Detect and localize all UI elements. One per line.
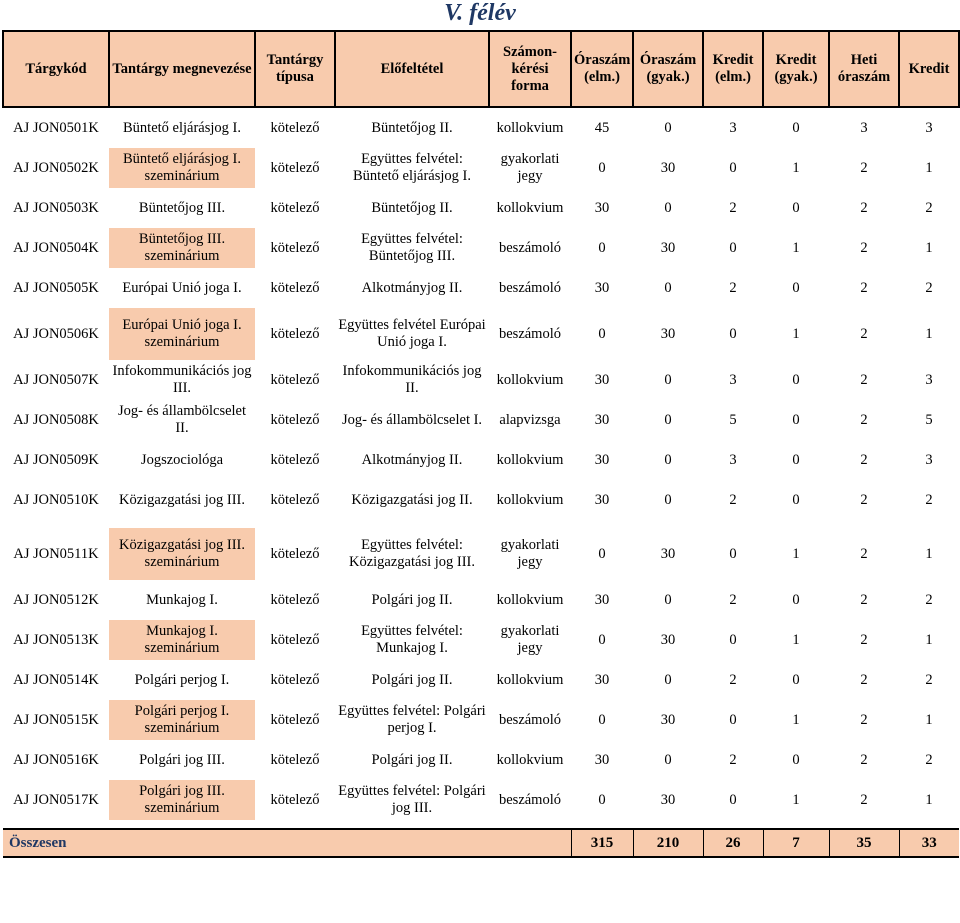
cell-k-elm: 3 — [729, 371, 737, 388]
cell-prereq: Alkotmányjog II. — [361, 279, 463, 296]
cell-k-gyak: 0 — [792, 411, 800, 428]
cell-prereq: Infokommunikációs jog II. — [342, 363, 482, 396]
cell-k-elm: 3 — [729, 119, 737, 136]
cell-h-gyak: 30 — [660, 791, 676, 808]
cell-code: AJ JON0502K — [13, 159, 99, 176]
cell-weekly: 2 — [860, 371, 868, 388]
table-row — [3, 780, 959, 820]
row-spacer — [3, 692, 959, 700]
cell-h-elm: 30 — [594, 451, 610, 468]
cell-code: AJ JON0507K — [13, 371, 99, 388]
cell-credit: 1 — [925, 239, 933, 256]
cell-code: AJ JON0514K — [13, 671, 99, 688]
cell-h-elm: 0 — [598, 631, 606, 648]
cell-h-gyak: 30 — [660, 159, 676, 176]
cell-h-gyak: 0 — [664, 451, 672, 468]
cell-h-elm: 30 — [594, 671, 610, 688]
cell-weekly: 2 — [860, 631, 868, 648]
cell-type: kötelező — [270, 159, 320, 176]
cell-type: kötelező — [270, 591, 320, 608]
cell-prereq: Együttes felvétel: Büntető eljárásjog I. — [353, 151, 471, 184]
cell-type: kötelező — [270, 451, 320, 468]
row-spacer — [3, 740, 959, 748]
cell-type: kötelező — [270, 791, 320, 808]
header-cell: Előfeltétel — [335, 31, 489, 107]
header-cell: Óraszám (gyak.) — [633, 31, 703, 107]
cell-weekly: 2 — [860, 239, 868, 256]
table-row — [3, 668, 959, 692]
cell-name: Jog- és állambölcselet II. — [117, 403, 247, 436]
cell-k-gyak: 1 — [792, 325, 800, 342]
cell-code: AJ JON0505K — [13, 279, 99, 296]
cell-k-gyak: 1 — [792, 791, 800, 808]
cell-k-elm: 3 — [729, 451, 737, 468]
cell-credit: 2 — [925, 199, 933, 216]
cell-h-gyak: 30 — [660, 545, 676, 562]
cell-type: kötelező — [270, 371, 320, 388]
cell-prereq: Együttes felvétel: Büntetőjog III. — [361, 231, 463, 264]
row-spacer — [3, 440, 959, 448]
cell-h-elm: 30 — [594, 751, 610, 768]
total-k-gyak: 7 — [763, 829, 829, 857]
cell-code: AJ JON0504K — [13, 239, 99, 256]
cell-name: Polgári jog III. — [139, 751, 225, 768]
cell-weekly: 2 — [860, 279, 868, 296]
row-spacer — [3, 220, 959, 228]
cell-name: Közigazgatási jog III. szeminárium — [109, 528, 255, 580]
table-row — [3, 748, 959, 772]
cell-weekly: 2 — [860, 591, 868, 608]
cell-type: kötelező — [270, 491, 320, 508]
cell-k-gyak: 0 — [792, 591, 800, 608]
cell-k-gyak: 0 — [792, 119, 800, 136]
cell-k-elm: 2 — [729, 591, 737, 608]
cell-exam: kollokvium — [496, 671, 564, 688]
cell-credit: 3 — [925, 451, 933, 468]
cell-prereq: Polgári jog II. — [371, 751, 453, 768]
row-spacer — [3, 660, 959, 668]
table-row — [3, 620, 959, 660]
cell-name: Büntető eljárásjog I. szeminárium — [109, 148, 255, 188]
header-cell: Számon-kérési forma — [489, 31, 571, 107]
cell-type: kötelező — [270, 119, 320, 136]
cell-h-gyak: 0 — [664, 491, 672, 508]
cell-exam: beszámoló — [498, 279, 561, 296]
cell-weekly: 2 — [860, 411, 868, 428]
total-weekly: 35 — [829, 829, 899, 857]
cell-k-gyak: 0 — [792, 491, 800, 508]
cell-prereq: Együttes felvétel: Polgári perjog I. — [338, 703, 486, 736]
cell-k-elm: 0 — [729, 711, 737, 728]
table-row — [3, 588, 959, 612]
cell-type: kötelező — [270, 239, 320, 256]
cell-exam: kollokvium — [496, 119, 564, 136]
cell-name: Munkajog I. — [146, 591, 218, 608]
cell-credit: 1 — [925, 545, 933, 562]
table-row — [3, 116, 959, 140]
cell-prereq: Büntetőjog II. — [371, 119, 453, 136]
row-spacer — [3, 107, 959, 116]
page-title: V. félév — [444, 0, 516, 26]
table-row — [3, 228, 959, 268]
table-row — [3, 276, 959, 300]
cell-h-elm: 30 — [594, 371, 610, 388]
total-row — [3, 829, 959, 857]
cell-type: kötelező — [270, 631, 320, 648]
cell-name: Polgári perjog I. — [134, 671, 230, 688]
table-row — [3, 360, 959, 400]
cell-type: kötelező — [270, 325, 320, 342]
cell-exam: kollokvium — [496, 751, 564, 768]
cell-h-elm: 30 — [594, 279, 610, 296]
row-spacer — [3, 520, 959, 528]
cell-weekly: 2 — [860, 751, 868, 768]
cell-h-elm: 30 — [594, 199, 610, 216]
cell-weekly: 2 — [860, 545, 868, 562]
cell-prereq: Közigazgatási jog II. — [351, 491, 473, 508]
table-row — [3, 700, 959, 740]
cell-h-elm: 30 — [594, 591, 610, 608]
row-spacer — [3, 300, 959, 308]
cell-prereq: Együttes felvétel: Polgári jog III. — [338, 783, 486, 816]
cell-k-gyak: 1 — [792, 159, 800, 176]
cell-k-gyak: 0 — [792, 371, 800, 388]
table-row — [3, 148, 959, 188]
cell-name: Infokommunikációs jog III. — [112, 363, 252, 396]
cell-k-elm: 2 — [729, 491, 737, 508]
row-spacer — [3, 820, 959, 829]
cell-h-elm: 30 — [594, 491, 610, 508]
cell-k-gyak: 0 — [792, 279, 800, 296]
header-cell: Tantárgy típusa — [255, 31, 335, 107]
cell-type: kötelező — [270, 711, 320, 728]
cell-credit: 2 — [925, 751, 933, 768]
cell-k-elm: 0 — [729, 791, 737, 808]
cell-weekly: 2 — [860, 325, 868, 342]
cell-k-elm: 5 — [729, 411, 737, 428]
cell-code: AJ JON0517K — [13, 791, 99, 808]
cell-credit: 5 — [925, 411, 933, 428]
cell-h-elm: 0 — [598, 791, 606, 808]
cell-name: Munkajog I. szeminárium — [109, 620, 255, 660]
table-row — [3, 400, 959, 440]
cell-prereq: Polgári jog II. — [371, 591, 453, 608]
table-row — [3, 448, 959, 472]
cell-k-gyak: 1 — [792, 545, 800, 562]
cell-weekly: 2 — [860, 451, 868, 468]
cell-exam: gyakorlati jegy — [500, 623, 560, 656]
cell-exam: gyakorlati jegy — [500, 537, 560, 570]
table-row — [3, 196, 959, 220]
cell-h-gyak: 0 — [664, 119, 672, 136]
cell-exam: beszámoló — [498, 711, 561, 728]
header-cell: Kredit — [899, 31, 959, 107]
cell-h-elm: 30 — [594, 411, 610, 428]
row-spacer — [3, 188, 959, 196]
cell-prereq: Együttes felvétel: Munkajog I. — [361, 623, 463, 656]
cell-k-elm: 2 — [729, 199, 737, 216]
cell-credit: 2 — [925, 671, 933, 688]
cell-credit: 2 — [925, 591, 933, 608]
cell-exam: beszámoló — [498, 791, 561, 808]
row-spacer — [3, 612, 959, 620]
cell-h-elm: 0 — [598, 711, 606, 728]
cell-weekly: 2 — [860, 671, 868, 688]
cell-h-gyak: 30 — [660, 711, 676, 728]
total-h-gyak: 210 — [633, 829, 703, 857]
row-spacer — [3, 772, 959, 780]
cell-k-elm: 0 — [729, 325, 737, 342]
header-cell: Kredit (elm.) — [703, 31, 763, 107]
cell-h-elm: 0 — [598, 325, 606, 342]
cell-name: Európai Unió joga I. — [122, 279, 242, 296]
cell-credit: 1 — [925, 325, 933, 342]
cell-name: Jogszociológa — [140, 451, 224, 468]
cell-credit: 3 — [925, 119, 933, 136]
row-spacer — [3, 472, 959, 480]
cell-exam: kollokvium — [496, 451, 564, 468]
cell-type: kötelező — [270, 751, 320, 768]
cell-h-gyak: 30 — [660, 325, 676, 342]
cell-credit: 1 — [925, 159, 933, 176]
cell-prereq: Polgári jog II. — [371, 671, 453, 688]
cell-k-gyak: 0 — [792, 451, 800, 468]
cell-prereq: Együttes felvétel Európai Unió joga I. — [338, 317, 486, 350]
cell-h-gyak: 0 — [664, 671, 672, 688]
cell-weekly: 2 — [860, 491, 868, 508]
cell-code: AJ JON0513K — [13, 631, 99, 648]
cell-exam: kollokvium — [496, 199, 564, 216]
cell-weekly: 3 — [860, 119, 868, 136]
cell-prereq: Alkotmányjog II. — [361, 451, 463, 468]
cell-h-gyak: 0 — [664, 199, 672, 216]
cell-code: AJ JON0501K — [13, 119, 99, 136]
cell-credit: 1 — [925, 791, 933, 808]
total-h-elm: 315 — [571, 829, 633, 857]
header-cell: Heti óraszám — [829, 31, 899, 107]
cell-credit: 1 — [925, 631, 933, 648]
cell-weekly: 2 — [860, 159, 868, 176]
cell-type: kötelező — [270, 199, 320, 216]
cell-prereq: Együttes felvétel: Közigazgatási jog III. — [348, 537, 476, 570]
total-k-elm: 26 — [703, 829, 763, 857]
cell-type: kötelező — [270, 279, 320, 296]
header-row — [3, 31, 959, 107]
cell-k-elm: 0 — [729, 239, 737, 256]
cell-name: Büntetőjog III. szeminárium — [109, 228, 255, 268]
cell-h-gyak: 0 — [664, 279, 672, 296]
cell-weekly: 2 — [860, 199, 868, 216]
cell-k-gyak: 1 — [792, 239, 800, 256]
cell-k-gyak: 0 — [792, 751, 800, 768]
cell-code: AJ JON0508K — [13, 411, 99, 428]
cell-code: AJ JON0515K — [13, 711, 99, 728]
cell-exam: gyakorlati jegy — [500, 151, 560, 184]
cell-name: Közigazgatási jog III. — [118, 491, 246, 508]
header-cell: Kredit (gyak.) — [763, 31, 829, 107]
cell-weekly: 2 — [860, 791, 868, 808]
cell-name: Polgári jog III. szeminárium — [109, 780, 255, 820]
cell-k-elm: 0 — [729, 159, 737, 176]
cell-exam: kollokvium — [496, 491, 564, 508]
cell-exam: kollokvium — [496, 371, 564, 388]
cell-k-gyak: 1 — [792, 631, 800, 648]
cell-type: kötelező — [270, 671, 320, 688]
row-spacer — [3, 268, 959, 276]
cell-h-elm: 0 — [598, 159, 606, 176]
cell-h-gyak: 30 — [660, 631, 676, 648]
cell-code: AJ JON0516K — [13, 751, 99, 768]
cell-h-gyak: 0 — [664, 751, 672, 768]
table-row — [3, 308, 959, 360]
cell-k-elm: 2 — [729, 751, 737, 768]
cell-exam: alapvizsga — [499, 411, 561, 428]
cell-weekly: 2 — [860, 711, 868, 728]
cell-k-elm: 0 — [729, 631, 737, 648]
cell-type: kötelező — [270, 411, 320, 428]
cell-k-elm: 2 — [729, 279, 737, 296]
row-spacer — [3, 580, 959, 588]
cell-name: Polgári perjog I. szeminárium — [109, 700, 255, 740]
cell-credit: 3 — [925, 371, 933, 388]
cell-h-gyak: 0 — [664, 411, 672, 428]
cell-h-elm: 45 — [594, 119, 610, 136]
cell-exam: kollokvium — [496, 591, 564, 608]
cell-h-gyak: 0 — [664, 371, 672, 388]
cell-credit: 2 — [925, 279, 933, 296]
cell-prereq: Büntetőjog II. — [371, 199, 453, 216]
total-label: Összesen — [3, 829, 571, 857]
cell-code: AJ JON0511K — [13, 545, 99, 562]
curriculum-table — [2, 30, 960, 858]
cell-prereq: Jog- és állambölcselet I. — [341, 411, 483, 428]
cell-credit: 2 — [925, 491, 933, 508]
cell-name: Büntetőjog III. — [138, 199, 226, 216]
cell-exam: beszámoló — [498, 325, 561, 342]
table-row — [3, 528, 959, 580]
header-cell: Óraszám (elm.) — [571, 31, 633, 107]
table-row — [3, 480, 959, 520]
cell-k-gyak: 0 — [792, 671, 800, 688]
cell-k-gyak: 1 — [792, 711, 800, 728]
header-cell: Tárgykód — [3, 31, 109, 107]
cell-h-gyak: 30 — [660, 239, 676, 256]
cell-code: AJ JON0509K — [13, 451, 99, 468]
cell-code: AJ JON0506K — [13, 325, 99, 342]
cell-h-elm: 0 — [598, 545, 606, 562]
row-spacer — [3, 140, 959, 148]
cell-exam: beszámoló — [498, 239, 561, 256]
cell-k-elm: 2 — [729, 671, 737, 688]
cell-code: AJ JON0512K — [13, 591, 99, 608]
cell-name: Büntető eljárásjog I. — [123, 119, 241, 136]
header-cell: Tantárgy megnevezése — [109, 31, 255, 107]
cell-type: kötelező — [270, 545, 320, 562]
cell-k-elm: 0 — [729, 545, 737, 562]
total-credit: 33 — [899, 829, 959, 857]
cell-h-gyak: 0 — [664, 591, 672, 608]
cell-name: Európai Unió joga I. szeminárium — [109, 308, 255, 360]
cell-code: AJ JON0510K — [13, 491, 99, 508]
cell-credit: 1 — [925, 711, 933, 728]
table-body — [3, 107, 959, 857]
cell-code: AJ JON0503K — [13, 199, 99, 216]
cell-h-elm: 0 — [598, 239, 606, 256]
cell-k-gyak: 0 — [792, 199, 800, 216]
